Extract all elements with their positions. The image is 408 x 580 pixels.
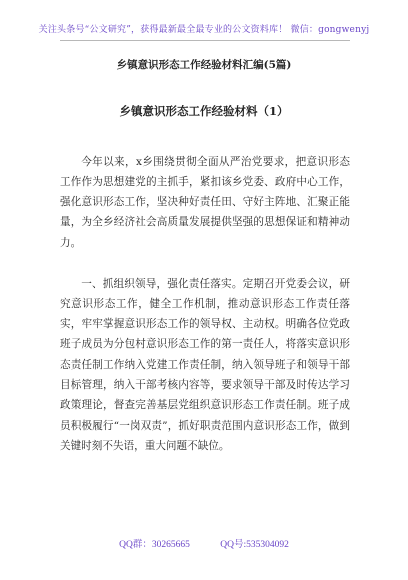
footer-qq-number: QQ号:535304092 (220, 540, 289, 550)
paragraph-1: 今年以来，x乡围绕贯彻全面从严治党要求，把意识形态工作作为思想建党的主抓手，紧扣该乡党委、政府中心工作，强化意识形态工作，坚决种好责任田、守好主阵地、汇聚正能量，为全乡经济社会高质量发展提供坚强的思想保证和精神动力。 (60, 155, 350, 249)
footer-qq-group: QQ群：30265665 (119, 540, 190, 550)
section-title: 乡镇意识形态工作经验材料（1） (119, 104, 289, 118)
header-divider (60, 40, 350, 41)
paragraph-2: 一、抓组织领导，强化责任落实。定期召开党委会议，研究意识形态工作，健全工作机制，推动意识形态工作责任落实，牢牢掌握意识形态工作的领导权、主动权。明确各位党政班子成员为分包村意识形态工作的第一责任人，将落实意识形态责任制工作纳入党建工作责任制，纳入领导班子和领导干部目标管理，纳入干部考核内容等，要求领导干部及时传达学习政策理论，督查完善基层党组织意识形态工作责任制。班子成员积极履行“一岗双责”，抓好职责范围内意识形态工作，做到关键时刻不失语，重大问题不缺位。 (60, 277, 350, 452)
header-notice: 关注头条号“公文研究”，获得最新最全最专业的公文资料库！ 微信：gongwenyj (38, 25, 370, 35)
footer-contact (0, 536, 408, 550)
document-main-title: 乡镇意识形态工作经验材料汇编(5篇) (116, 59, 292, 71)
